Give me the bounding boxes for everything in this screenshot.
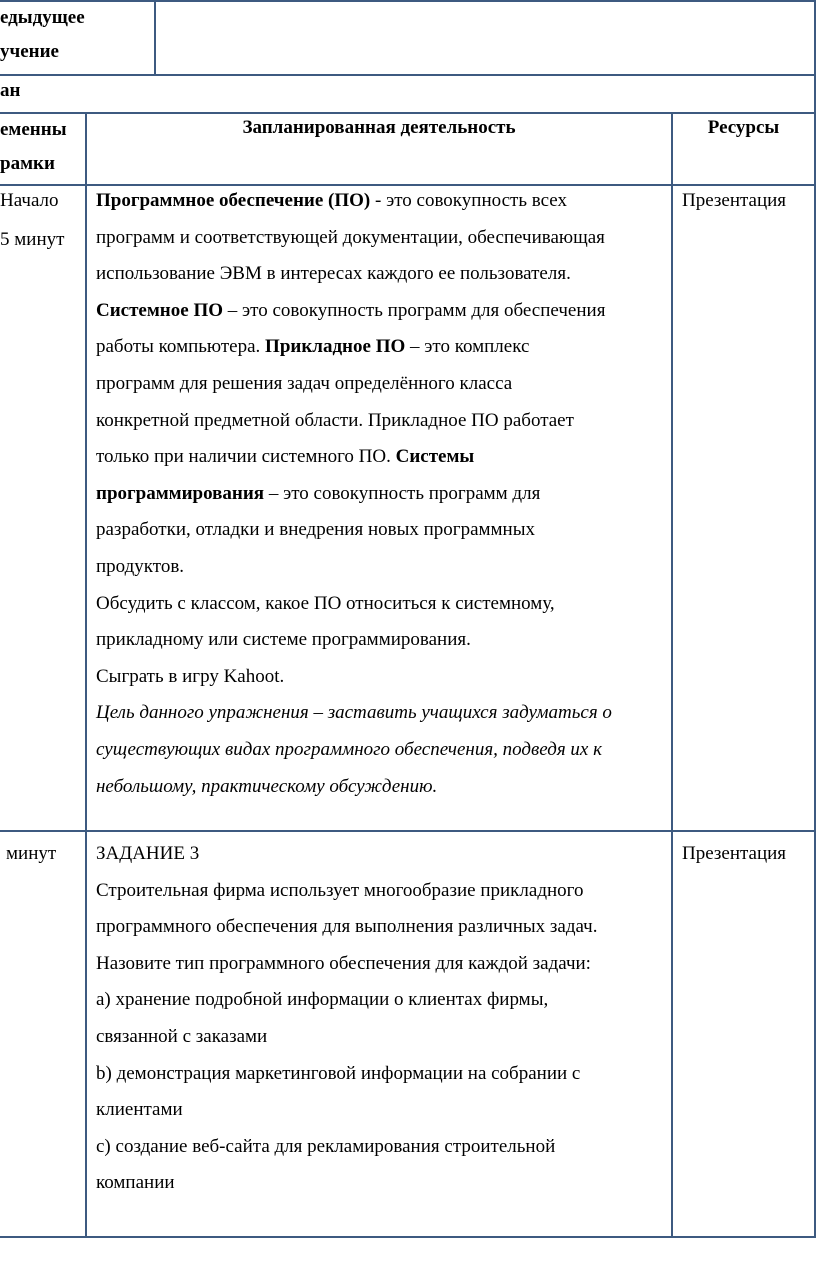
bold-term: Прикладное ПО <box>265 336 406 358</box>
bold-term: программирования <box>96 482 265 504</box>
text-run: – это совокупность программ для <box>264 482 541 504</box>
text-run: связанной с заказами <box>96 1026 268 1047</box>
resources-header: Ресурсы <box>707 117 780 138</box>
text-run: программ и соответствующей документации, обеспечивающая <box>96 226 605 248</box>
table-border-h1 <box>0 74 816 76</box>
text-line <box>96 189 567 213</box>
text-line <box>96 879 583 903</box>
text-line <box>96 775 437 799</box>
text-run: работы компьютера. <box>96 336 266 358</box>
table-border-v2 <box>671 112 673 1238</box>
text-run: продуктов. <box>96 556 185 577</box>
text-run: использование ЭВМ в интересах каждого ее пользователя. <box>96 263 571 285</box>
text-line <box>96 226 605 250</box>
prev-learning-label-line1: едыдущее <box>0 7 85 28</box>
text-line <box>96 335 529 359</box>
text-line <box>96 701 612 725</box>
table-border-v1 <box>85 112 87 1238</box>
italic-text: существующих видах программного обеспечения, подведя их к <box>96 739 602 760</box>
text-line <box>96 988 548 1012</box>
text-line <box>96 1025 267 1049</box>
row1-time-line2: 5 минут <box>0 229 65 250</box>
row1-resource: Презентация <box>682 190 787 211</box>
text-line <box>96 372 512 396</box>
text-run: Обсудить с классом, какое ПО относиться к системному, <box>96 592 555 614</box>
text-line <box>96 299 605 323</box>
text-run: – это комплекс <box>405 336 530 358</box>
row2-resource: Презентация <box>682 843 787 864</box>
text-line <box>96 555 184 579</box>
prev-learning-label-line2: учение <box>0 41 59 62</box>
text-run: a) хранение подробной информации о клиентах фирмы, <box>96 989 549 1011</box>
bold-term: Системы <box>395 446 475 468</box>
text-line <box>96 738 602 762</box>
table-border-h3 <box>0 184 816 186</box>
text-line <box>96 1135 555 1159</box>
time-frame-header-line1: еменны <box>0 119 67 140</box>
text-line <box>96 1171 175 1195</box>
text-line <box>96 1098 183 1122</box>
italic-text: небольшому, практическому обсуждению. <box>96 775 438 797</box>
table-top-border <box>0 0 816 2</box>
text-line <box>96 518 535 542</box>
time-frame-header-line2: рамки <box>0 153 55 174</box>
table-border-h4 <box>0 830 816 832</box>
text-line <box>96 628 471 652</box>
text-line <box>96 842 199 866</box>
bold-term: Системное ПО <box>96 299 223 321</box>
text-run: конкретной предметной области. Прикладное ПО работает <box>96 409 574 431</box>
text-run: c) создание веб-сайта для рекламирования строительной <box>96 1135 556 1157</box>
text-line <box>96 262 571 286</box>
italic-text: Цель данного упражнения – заставить учащихся задуматься о <box>96 702 612 724</box>
text-run: программ для решения задач определённого класса <box>96 373 513 394</box>
text-run: программного обеспечения для выполнения различных задач. <box>96 916 598 938</box>
text-run: компании <box>96 1172 175 1194</box>
text-line <box>96 445 474 469</box>
text-line <box>96 1062 580 1086</box>
text-run: b) демонстрация маркетинговой информации на собрании с <box>96 1062 581 1084</box>
row1-time-line1: Начало <box>0 190 59 211</box>
table-border-h2 <box>0 112 816 114</box>
text-run: - это совокупность всех <box>370 190 567 211</box>
text-line <box>96 665 284 689</box>
text-run: клиентами <box>96 1099 183 1121</box>
plan-label: ан <box>0 80 21 101</box>
table-bottom-border <box>0 1236 816 1238</box>
planned-activity-header: Запланированная деятельность <box>242 117 516 138</box>
text-run: разработки, отладки и внедрения новых программных <box>96 519 535 541</box>
text-line <box>96 592 555 616</box>
text-run: Назовите тип программного обеспечения для каждой задачи: <box>96 952 591 974</box>
text-run: прикладному или системе программирования. <box>96 629 471 651</box>
text-run: Строительная фирма использует многообразие прикладного <box>96 879 584 901</box>
text-line <box>96 952 591 976</box>
bold-term: Программное обеспечение (ПО) <box>96 190 371 211</box>
row2-time: минут <box>6 843 57 864</box>
text-run: Сыграть в игру Kahoot. <box>96 665 285 687</box>
text-line <box>96 409 574 433</box>
text-run: только при наличии системного ПО. <box>96 446 396 468</box>
text-line <box>96 482 540 506</box>
text-run: – это совокупность программ для обеспечения <box>223 299 606 321</box>
text-line <box>96 915 598 939</box>
text-run: ЗАДАНИЕ 3 <box>96 843 200 864</box>
table-border-v-prev <box>154 0 156 76</box>
